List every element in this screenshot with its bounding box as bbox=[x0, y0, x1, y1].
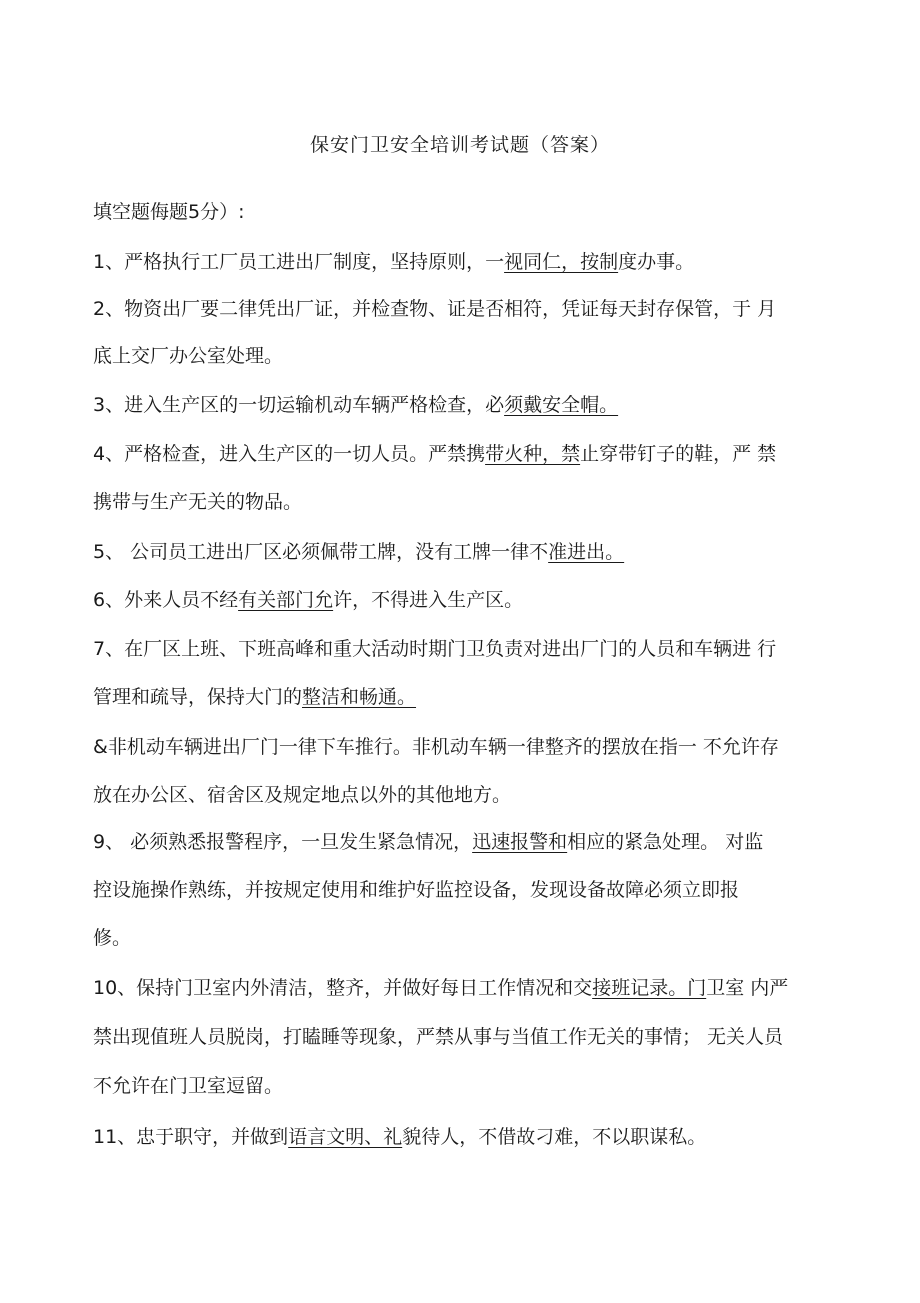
text-run: 6、外来人员不经 bbox=[93, 589, 239, 611]
item-8-line-2 bbox=[93, 783, 511, 807]
answer-blank: 接班记录。门 bbox=[592, 977, 707, 999]
text-run: 止穿带钉子的鞋，严 禁 bbox=[580, 443, 777, 465]
item-4-line-1 bbox=[93, 442, 776, 466]
answer-blank: 准进出。 bbox=[548, 541, 625, 563]
text-run: 卫室 内严 bbox=[706, 977, 789, 999]
item-2-line-2 bbox=[93, 344, 283, 368]
text-run: 许，不得进入生产区。 bbox=[333, 589, 524, 611]
answer-blank: 视同仁，按制 bbox=[504, 251, 619, 273]
text-run: 底上交厂办公室处理。 bbox=[93, 345, 284, 367]
item-7-line-2 bbox=[93, 685, 416, 709]
item-8-line-1 bbox=[93, 735, 779, 759]
text-run: 修。 bbox=[93, 927, 132, 949]
item-7-line-1 bbox=[93, 637, 776, 661]
item-2-line-1 bbox=[93, 297, 776, 321]
text-run: &非机动车辆进出厂门一律下车推行。非机动车辆一律整齐的摆放在指一 不允许存 bbox=[93, 736, 779, 758]
item-9-line-2 bbox=[93, 878, 739, 902]
text-run: 5、 公司员工进出厂区必须佩带工牌，没有工牌一律不 bbox=[93, 541, 549, 563]
item-4-line-2 bbox=[93, 490, 302, 514]
item-10-line-2 bbox=[93, 1025, 783, 1049]
item-9-line-1 bbox=[93, 830, 763, 854]
answer-blank: 迅速报警和 bbox=[472, 831, 568, 853]
item-5-line-1 bbox=[93, 540, 624, 564]
text-run: 1、严格执行工厂员工进出厂制度，坚持原则，一 bbox=[93, 251, 505, 273]
item-6-line-1 bbox=[93, 588, 523, 612]
item-1-line-1 bbox=[93, 250, 694, 274]
text-run: 禁出现值班人员脱岗，打瞌睡等现象，严禁从事与当值工作无关的事情； 无关人员 bbox=[93, 1026, 784, 1048]
section-heading: 填空题侮题5分）: bbox=[93, 201, 245, 223]
text-run: 10、保持门卫室内外清洁，整齐，并做好每日工作情况和交 bbox=[93, 977, 593, 999]
text-run: 11、忠于职守，并做到 bbox=[93, 1126, 289, 1148]
text-run: 4、严格检查，进入生产区的一切人员。严禁携 bbox=[93, 443, 486, 465]
item-10-line-3 bbox=[93, 1074, 283, 1098]
item-10-line-1 bbox=[93, 976, 788, 1000]
text-run: 度办事。 bbox=[618, 251, 695, 273]
answer-blank: 有关部门允 bbox=[238, 589, 334, 611]
text-run: 放在办公区、宿舍区及规定地点以外的其他地方。 bbox=[93, 784, 512, 806]
answer-blank: 语言文明、礼 bbox=[288, 1126, 403, 1148]
answer-blank: 带火种，禁 bbox=[485, 443, 581, 465]
text-run: 7、在厂区上班、下班高峰和重大活动时期门卫负责对进出厂门的人员和车辆进 行 bbox=[93, 638, 777, 660]
document-title: 保安门卫安全培训考试题（答案） bbox=[309, 134, 610, 156]
text-run: 携带与生产无关的物品。 bbox=[93, 491, 303, 513]
item-11-line-1 bbox=[93, 1125, 706, 1149]
text-run: 3、进入生产区的一切运输机动车辆严格检查，必 bbox=[93, 394, 505, 416]
answer-blank: 须戴安全帽。 bbox=[504, 394, 619, 416]
text-run: 9、 必须熟悉报警程序，一旦发生紧急情况， bbox=[93, 831, 473, 853]
item-9-line-3 bbox=[93, 926, 131, 950]
item-3-line-1 bbox=[93, 393, 618, 417]
text-run: 控设施操作熟练，并按规定使用和维护好监控设备，发现设备故障必须立即报 bbox=[93, 879, 740, 901]
text-run: 貌待人，不借故刁难，不以职谋私。 bbox=[402, 1126, 707, 1148]
text-run: 不允许在门卫室逗留。 bbox=[93, 1075, 284, 1097]
text-run: 相应的紧急处理。 对监 bbox=[567, 831, 764, 853]
answer-blank: 整洁和畅通。 bbox=[302, 686, 417, 708]
text-run: 2、物资出厂要二律凭出厂证，并检查物、证是否相符，凭证每天封存保管，于 月 bbox=[93, 298, 777, 320]
text-run: 管理和疏导，保持大门的 bbox=[93, 686, 303, 708]
